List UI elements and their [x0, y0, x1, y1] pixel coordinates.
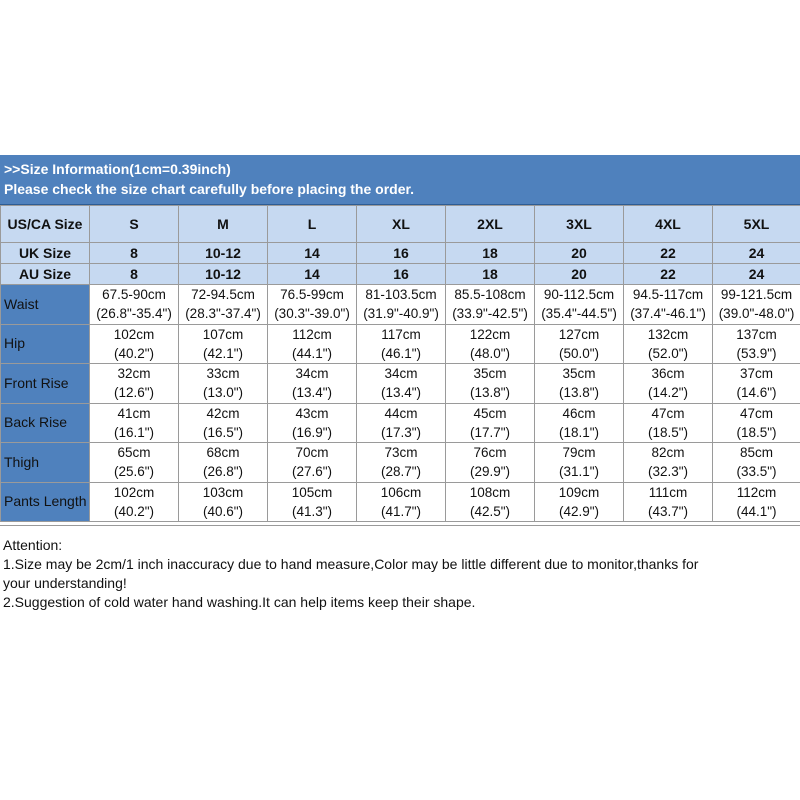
header-row: [1, 264, 800, 285]
size-cell: S: [90, 206, 179, 243]
inch-value: (14.2"): [647, 385, 689, 401]
inch-value: (18.5"): [647, 424, 689, 440]
cm-value: 44cm: [384, 405, 418, 421]
size-cell: 10-12: [179, 243, 268, 264]
inch-value: (53.9"): [736, 345, 777, 361]
inch-value: (25.6"): [113, 464, 155, 480]
size-cell: 16: [357, 243, 446, 264]
inch-value: (52.0"): [647, 345, 689, 361]
measurement-cell: [624, 482, 713, 522]
cm-value: 105cm: [291, 484, 333, 500]
size-cell: 22: [624, 264, 713, 285]
inch-value: (18.1"): [558, 424, 600, 440]
inch-value: (29.9"): [469, 464, 511, 480]
measurement-cell: [446, 443, 535, 483]
inch-value: (42.1"): [202, 345, 244, 361]
measurement-cell: [624, 443, 713, 483]
inch-value: (31.1"): [558, 464, 600, 480]
inch-value: (40.2"): [113, 345, 155, 361]
size-cell: 3XL: [535, 206, 624, 243]
inch-value: (26.8"): [202, 464, 244, 480]
size-cell: 22: [624, 243, 713, 264]
measurement-cell: [446, 482, 535, 522]
size-cell: 20: [535, 243, 624, 264]
cm-value: 41cm: [117, 405, 151, 421]
divider: [0, 525, 800, 526]
size-cell: XL: [357, 206, 446, 243]
cm-value: 46cm: [562, 405, 596, 421]
banner-subtitle: Please check the size chart carefully before placing the order.: [4, 181, 415, 197]
cm-value: 76.5-99cm: [280, 287, 344, 303]
size-cell: 14: [268, 264, 357, 285]
size-cell: 10-12: [179, 264, 268, 285]
measurement-cell: [90, 285, 179, 325]
measurement-cell: [624, 285, 713, 325]
measurement-cell: [357, 482, 446, 522]
row-label: US/CA Size: [1, 206, 90, 243]
cm-value: 35cm: [562, 366, 596, 382]
measurement-cell: [357, 403, 446, 443]
cm-value: 137cm: [736, 326, 777, 342]
inch-value: (43.7"): [647, 503, 689, 519]
measurement-cell: [268, 285, 357, 325]
size-table: [0, 205, 800, 522]
measurement-cell: [90, 443, 179, 483]
measurement-label: Front Rise: [1, 364, 90, 404]
cm-value: 35cm: [473, 366, 507, 382]
size-cell: 8: [90, 264, 179, 285]
inch-value: (17.3"): [380, 424, 422, 440]
size-cell: 18: [446, 264, 535, 285]
measurement-cell: [535, 285, 624, 325]
inch-value: (14.6"): [736, 385, 777, 401]
cm-value: 43cm: [295, 405, 329, 421]
size-cell: 4XL: [624, 206, 713, 243]
measurement-label: Back Rise: [1, 403, 90, 443]
measurement-cell: [535, 324, 624, 364]
cm-value: 117cm: [381, 326, 421, 342]
measurement-label: Thigh: [1, 443, 90, 483]
measurement-row: [1, 324, 800, 364]
size-cell: 20: [535, 264, 624, 285]
measurement-cell: [446, 364, 535, 404]
cm-value: 109cm: [558, 484, 600, 500]
inch-value: (40.2"): [113, 503, 155, 519]
cm-value: 85.5-108cm: [454, 287, 526, 303]
measurement-cell: [90, 364, 179, 404]
inch-value: (17.7"): [469, 424, 511, 440]
inch-value: (28.7"): [380, 464, 422, 480]
measurement-cell: [268, 403, 357, 443]
measurement-cell: [357, 364, 446, 404]
cm-value: 76cm: [473, 445, 507, 461]
cm-value: 122cm: [469, 326, 511, 342]
measurement-cell: [268, 364, 357, 404]
cm-value: 90-112.5cm: [543, 287, 615, 303]
cm-value: 85cm: [739, 445, 773, 461]
cm-value: 34cm: [384, 366, 418, 382]
measurement-cell: [535, 364, 624, 404]
measurement-row: [1, 443, 800, 483]
cm-value: 82cm: [651, 445, 685, 461]
cm-value: 99-121.5cm: [720, 287, 793, 303]
measurement-cell: [179, 285, 268, 325]
measurement-row: [1, 285, 800, 325]
inch-value: (44.1"): [736, 503, 777, 519]
cm-value: 70cm: [295, 445, 329, 461]
cm-value: 127cm: [558, 326, 600, 342]
row-label: UK Size: [1, 243, 90, 264]
size-cell: L: [268, 206, 357, 243]
cm-value: 102cm: [113, 326, 155, 342]
cm-value: 72-94.5cm: [191, 287, 255, 303]
measurement-cell: [624, 403, 713, 443]
cm-value: 42cm: [206, 405, 240, 421]
measurement-cell: [179, 443, 268, 483]
measurement-label: Pants Length: [1, 482, 90, 522]
measurement-cell: [90, 324, 179, 364]
cm-value: 32cm: [117, 366, 151, 382]
measurement-label: Hip: [1, 324, 90, 364]
inch-value: (41.3"): [291, 503, 333, 519]
measurement-row: [1, 482, 800, 522]
cm-value: 108cm: [469, 484, 511, 500]
size-cell: 5XL: [713, 206, 800, 243]
inch-value: (48.0"): [469, 345, 511, 361]
size-cell: 2XL: [446, 206, 535, 243]
cm-value: 45cm: [473, 405, 507, 421]
cm-value: 73cm: [384, 445, 418, 461]
size-cell: 14: [268, 243, 357, 264]
measurement-cell: [535, 403, 624, 443]
measurement-cell: [713, 443, 800, 483]
size-cell: 16: [357, 264, 446, 285]
inch-value: (44.1"): [291, 345, 333, 361]
cm-value: 33cm: [206, 366, 240, 382]
inch-value: (50.0"): [558, 345, 600, 361]
measurement-cell: [357, 285, 446, 325]
inch-value: (32.3"): [647, 464, 689, 480]
note-2: 2.Suggestion of cold water hand washing.It can help items keep their shape.: [3, 594, 476, 610]
cm-value: 36cm: [651, 366, 685, 382]
cm-value: 132cm: [647, 326, 689, 342]
inch-value: (13.8"): [558, 385, 600, 401]
cm-value: 37cm: [739, 366, 773, 382]
cm-value: 106cm: [380, 484, 422, 500]
cm-value: 107cm: [202, 326, 244, 342]
notes-title: Attention:: [3, 537, 63, 553]
measurement-cell: [624, 364, 713, 404]
inch-value: (37.4"-46.1"): [630, 306, 706, 322]
measurement-cell: [624, 324, 713, 364]
inch-value: (16.9"): [291, 424, 333, 440]
size-cell: 24: [713, 264, 800, 285]
cm-value: 65cm: [117, 445, 151, 461]
cm-value: 111cm: [648, 484, 688, 500]
inch-value: (35.4"-44.5"): [541, 306, 617, 322]
cm-value: 94.5-117cm: [632, 287, 704, 303]
size-cell: M: [179, 206, 268, 243]
inch-value: (42.9"): [558, 503, 600, 519]
measurement-cell: [446, 324, 535, 364]
measurement-cell: [357, 443, 446, 483]
cm-value: 81-103.5cm: [365, 287, 437, 303]
row-label: AU Size: [1, 264, 90, 285]
measurement-cell: [268, 324, 357, 364]
cm-value: 34cm: [295, 366, 329, 382]
measurement-cell: [179, 364, 268, 404]
attention-notes: [3, 536, 723, 612]
cm-value: 112cm: [292, 326, 332, 342]
inch-value: (27.6"): [291, 464, 333, 480]
measurement-cell: [179, 403, 268, 443]
inch-value: (12.6"): [113, 385, 155, 401]
inch-value: (33.9"-42.5"): [452, 306, 528, 322]
measurement-cell: [713, 285, 800, 325]
measurement-cell: [179, 482, 268, 522]
note-1: 1.Size may be 2cm/1 inch inaccuracy due to hand measure,Color may be little different due to monitor,thanks for your understanding!: [3, 556, 699, 591]
measurement-cell: [268, 443, 357, 483]
size-cell: 18: [446, 243, 535, 264]
cm-value: 79cm: [562, 445, 596, 461]
inch-value: (40.6"): [202, 503, 244, 519]
inch-value: (28.3"-37.4"): [185, 306, 261, 322]
measurement-cell: [446, 285, 535, 325]
inch-value: (42.5"): [469, 503, 511, 519]
cm-value: 67.5-90cm: [102, 287, 166, 303]
inch-value: (13.4"): [380, 385, 422, 401]
measurement-cell: [713, 324, 800, 364]
inch-value: (30.3"-39.0"): [274, 306, 350, 322]
measurement-cell: [713, 482, 800, 522]
cm-value: 103cm: [202, 484, 244, 500]
inch-value: (16.1"): [113, 424, 155, 440]
measurement-cell: [713, 364, 800, 404]
size-info-banner: [0, 155, 800, 205]
header-row: [1, 206, 800, 243]
measurement-label: Waist: [1, 285, 90, 325]
inch-value: (39.0"-48.0"): [718, 306, 795, 322]
inch-value: (16.5"): [202, 424, 244, 440]
inch-value: (46.1"): [380, 345, 422, 361]
inch-value: (33.5"): [736, 464, 777, 480]
measurement-row: [1, 364, 800, 404]
measurement-cell: [535, 443, 624, 483]
size-cell: 8: [90, 243, 179, 264]
measurement-cell: [535, 482, 624, 522]
measurement-row: [1, 403, 800, 443]
inch-value: (31.9"-40.9"): [363, 306, 439, 322]
size-chart: [0, 155, 800, 522]
measurement-cell: [90, 403, 179, 443]
cm-value: 47cm: [651, 405, 685, 421]
size-cell: 24: [713, 243, 800, 264]
cm-value: 68cm: [206, 445, 240, 461]
inch-value: (13.8"): [469, 385, 511, 401]
inch-value: (26.8"-35.4"): [96, 306, 172, 322]
inch-value: (41.7"): [380, 503, 422, 519]
measurement-cell: [446, 403, 535, 443]
measurement-cell: [713, 403, 800, 443]
inch-value: (13.4"): [291, 385, 333, 401]
cm-value: 112cm: [736, 484, 777, 500]
inch-value: (13.0"): [202, 385, 244, 401]
measurement-cell: [90, 482, 179, 522]
cm-value: 102cm: [113, 484, 155, 500]
header-row: [1, 243, 800, 264]
measurement-cell: [357, 324, 446, 364]
banner-title: >>Size Information(1cm=0.39inch): [4, 161, 231, 177]
measurement-cell: [268, 482, 357, 522]
inch-value: (18.5"): [736, 424, 777, 440]
cm-value: 47cm: [739, 405, 773, 421]
measurement-cell: [179, 324, 268, 364]
